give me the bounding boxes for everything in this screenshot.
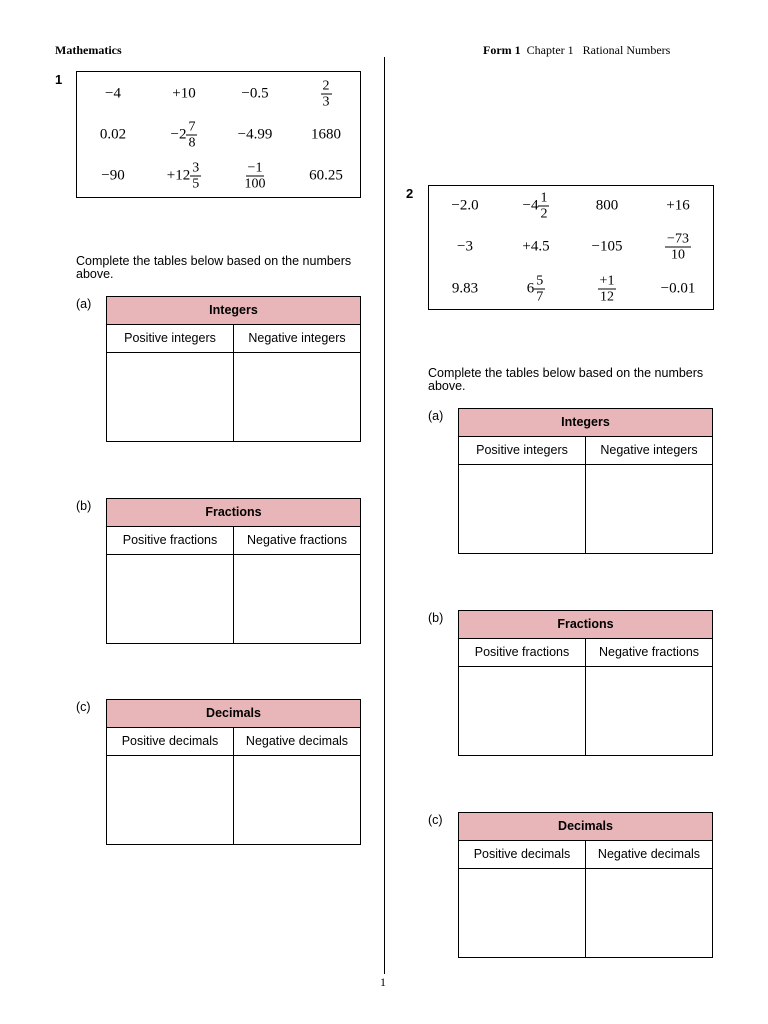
- number-cell: +4.5: [522, 238, 550, 255]
- answer-cell-positive[interactable]: [107, 756, 233, 844]
- mixed-whole: −4: [522, 197, 539, 214]
- fraction-numerator: +1: [599, 273, 615, 289]
- number-cell: [500, 274, 572, 305]
- part-label: (a): [428, 409, 444, 423]
- column-header-negative: Negative integers: [234, 325, 360, 353]
- question-number: 2: [406, 186, 414, 201]
- classification-table: [458, 812, 713, 958]
- fraction: [534, 274, 545, 305]
- fraction-numerator: −1: [247, 160, 263, 176]
- fraction: [598, 274, 617, 305]
- question-number: 1: [55, 72, 63, 87]
- table-title: Decimals: [107, 700, 360, 728]
- classification-table: [458, 408, 713, 554]
- answer-cell-negative[interactable]: [234, 756, 360, 844]
- classification-table: [106, 699, 361, 845]
- part-label: (b): [76, 499, 92, 513]
- topic-label: Rational Numbers: [582, 43, 671, 57]
- part-label: (a): [76, 297, 92, 311]
- number-cell: 800: [595, 197, 619, 214]
- number-cell: 1680: [311, 126, 341, 143]
- fraction: [190, 161, 201, 192]
- column-header-positive: Positive integers: [459, 437, 585, 465]
- fraction: [321, 79, 332, 110]
- classification-table: [458, 610, 713, 756]
- column-header-negative: Negative decimals: [234, 728, 360, 756]
- number-cell: [148, 120, 220, 151]
- fraction: [243, 161, 268, 192]
- fraction-numerator: 1: [540, 190, 548, 206]
- table-title: Integers: [107, 297, 360, 325]
- column-header-positive: Positive fractions: [107, 527, 233, 555]
- number-cell: [290, 79, 362, 110]
- part-label: (b): [428, 611, 444, 625]
- number-cell: +10: [172, 85, 196, 102]
- fraction-denominator: 12: [600, 289, 614, 305]
- fraction-denominator: 2: [540, 206, 548, 222]
- number-cell: −0.5: [241, 85, 269, 102]
- number-cell: −2.0: [451, 197, 479, 214]
- fraction: [538, 191, 549, 222]
- part-label: (c): [428, 813, 443, 827]
- fraction-denominator: 7: [536, 289, 544, 305]
- number-cell: [642, 232, 714, 263]
- answer-cell-negative[interactable]: [586, 869, 712, 957]
- column-header-positive: Positive decimals: [107, 728, 233, 756]
- instruction-text: Complete the tables below based on the numbers above.: [76, 254, 352, 281]
- answer-cell-negative[interactable]: [234, 555, 360, 643]
- answer-cell-positive[interactable]: [107, 555, 233, 643]
- table-title: Fractions: [459, 611, 712, 639]
- table-title: Decimals: [459, 813, 712, 841]
- fraction-numerator: 5: [536, 273, 544, 289]
- fraction: [186, 120, 197, 151]
- mixed-whole: +12: [166, 167, 191, 184]
- answer-cell-negative[interactable]: [234, 353, 360, 441]
- answer-cell-positive[interactable]: [107, 353, 233, 441]
- fraction-denominator: 3: [322, 94, 330, 110]
- number-cell: −4.99: [237, 126, 273, 143]
- answer-cell-negative[interactable]: [586, 465, 712, 553]
- classification-table: [106, 296, 361, 442]
- column-divider: [384, 57, 385, 974]
- number-cell: [148, 161, 220, 192]
- number-cell: [500, 191, 572, 222]
- fraction: [665, 232, 691, 263]
- number-box: [428, 185, 714, 310]
- table-title: Integers: [459, 409, 712, 437]
- subject-title: Mathematics: [55, 43, 122, 57]
- answer-cell-positive[interactable]: [459, 667, 585, 755]
- instruction-text: Complete the tables below based on the numbers above.: [428, 366, 704, 393]
- number-cell: 9.83: [451, 280, 479, 297]
- mixed-whole: 6: [526, 280, 535, 297]
- form-label: Form 1: [483, 43, 521, 57]
- chapter-label: Chapter 1: [526, 43, 574, 57]
- column-header-positive: Positive integers: [107, 325, 233, 353]
- column-header-negative: Negative fractions: [586, 639, 712, 667]
- number-cell: 60.25: [309, 167, 343, 184]
- answer-cell-negative[interactable]: [586, 667, 712, 755]
- fraction-denominator: 5: [192, 176, 200, 192]
- number-cell: +16: [666, 197, 690, 214]
- chapter-header: [483, 43, 670, 58]
- number-cell: [219, 161, 291, 192]
- fraction-denominator: 8: [188, 135, 196, 151]
- fraction-denominator: 100: [244, 176, 266, 192]
- page-number: 1: [380, 975, 386, 989]
- fraction-numerator: −73: [667, 231, 689, 247]
- part-label: (c): [76, 700, 91, 714]
- answer-cell-positive[interactable]: [459, 869, 585, 957]
- fraction-numerator: 7: [188, 119, 196, 135]
- number-cell: −105: [591, 238, 623, 255]
- number-cell: −90: [101, 167, 125, 184]
- number-cell: −4: [105, 85, 121, 102]
- number-cell: −0.01: [660, 280, 696, 297]
- number-cell: [571, 274, 643, 305]
- fraction-denominator: 10: [671, 247, 685, 263]
- column-header-negative: Negative integers: [586, 437, 712, 465]
- fraction-numerator: 2: [322, 78, 330, 94]
- number-box: [76, 71, 361, 198]
- mixed-whole: −2: [170, 126, 187, 143]
- number-cell: 0.02: [99, 126, 127, 143]
- answer-cell-positive[interactable]: [459, 465, 585, 553]
- column-header-negative: Negative decimals: [586, 841, 712, 869]
- column-header-negative: Negative fractions: [234, 527, 360, 555]
- column-header-positive: Positive fractions: [459, 639, 585, 667]
- classification-table: [106, 498, 361, 644]
- number-cell: −3: [457, 238, 473, 255]
- fraction-numerator: 3: [192, 160, 200, 176]
- table-title: Fractions: [107, 499, 360, 527]
- column-header-positive: Positive decimals: [459, 841, 585, 869]
